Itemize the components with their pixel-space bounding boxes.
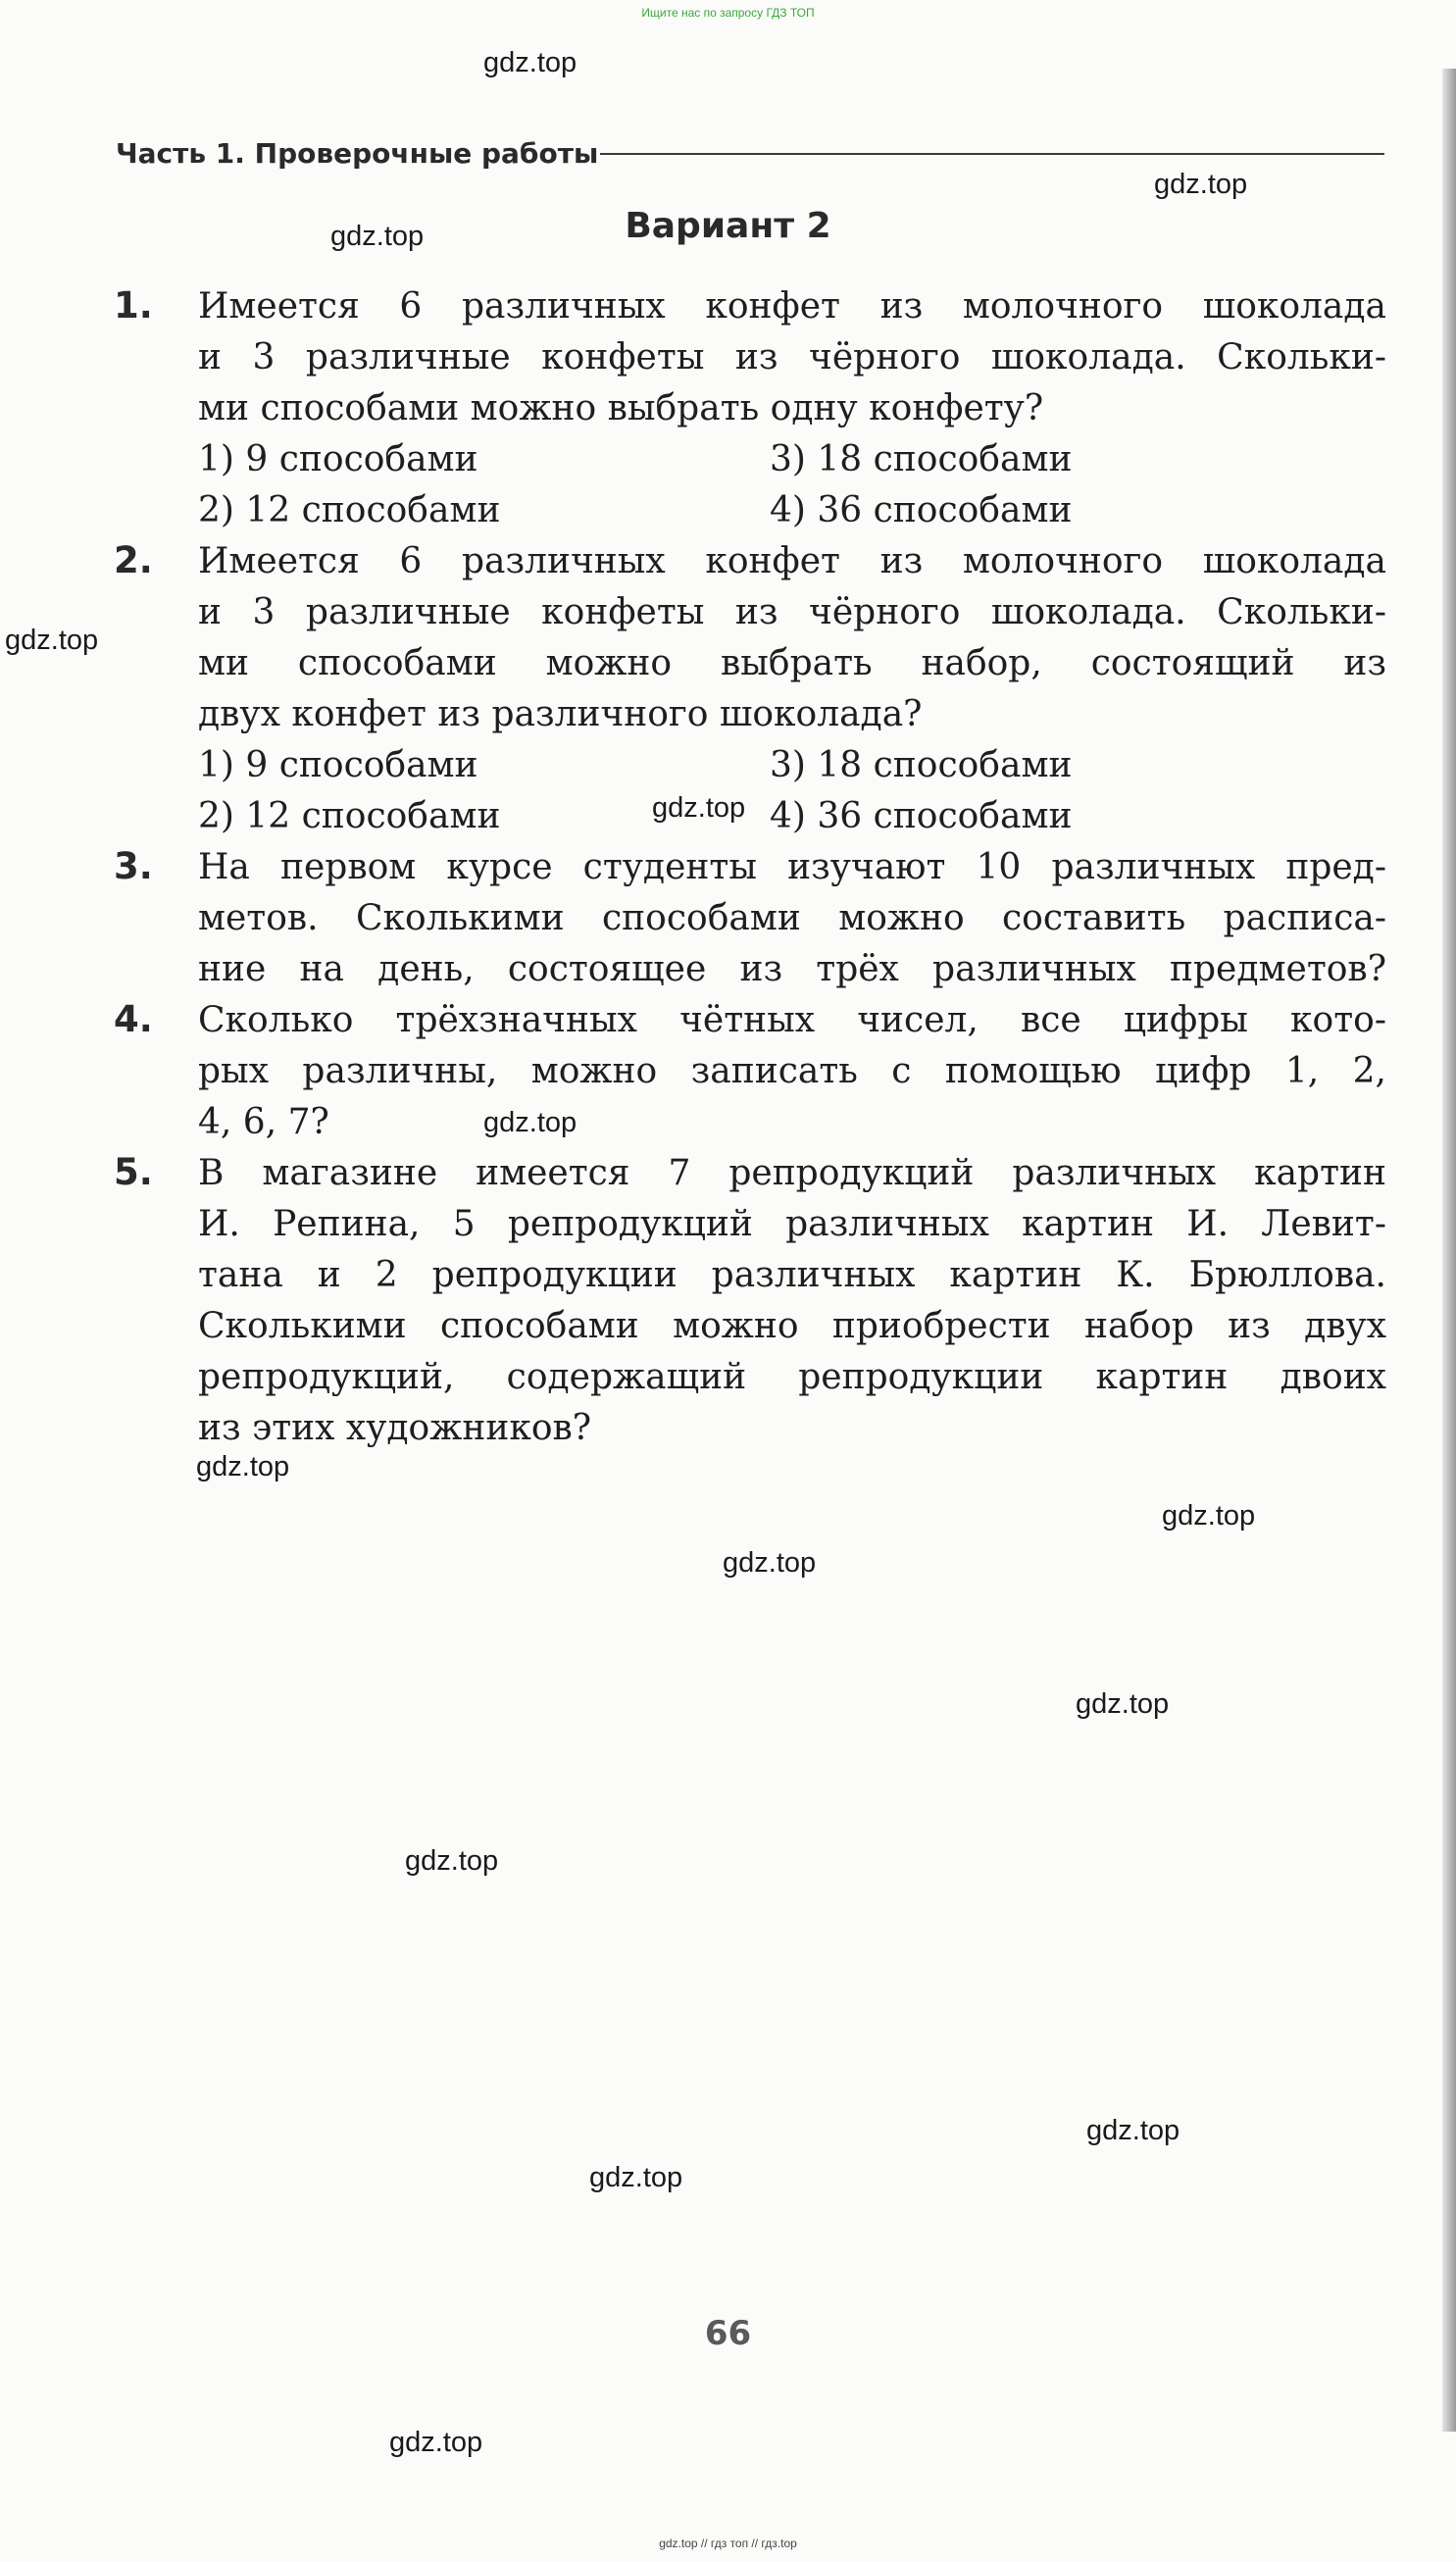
question-number-4: 4. [114, 998, 153, 1040]
question-2-option-3: 3) 18 способами [770, 745, 1073, 785]
question-1-option-3: 3) 18 способами [770, 439, 1073, 479]
watermark: gdz.top [483, 47, 577, 78]
question-5-line-6: из этих художников? [198, 1408, 592, 1448]
question-1-line-1: Имеется 6 различных конфет из молочного шоколада [198, 286, 1386, 327]
running-head: Часть 1. Проверочные работы [116, 137, 599, 170]
question-5-line-3: тана и 2 репродукции различных картин К. Брюллова. [198, 1255, 1386, 1295]
watermark: gdz.top [1076, 1688, 1170, 1720]
question-2-line-2: и 3 различные конфеты из чёрного шоколада. Скольки- [198, 592, 1386, 632]
question-4-line-1: Сколько трёхзначных чётных чисел, все цифры кото- [198, 1000, 1386, 1040]
question-5-line-1: В магазине имеется 7 репродукций различных картин [198, 1153, 1386, 1193]
question-5-line-4: Сколькими способами можно приобрести набор из двух [198, 1306, 1386, 1346]
watermark: gdz.top [196, 1451, 290, 1482]
question-2-line-1: Имеется 6 различных конфет из молочного шоколада [198, 541, 1386, 581]
question-1-line-2: и 3 различные конфеты из чёрного шоколада. Скольки- [198, 337, 1386, 377]
question-number-3: 3. [114, 845, 153, 887]
watermark: gdz.top [330, 221, 425, 252]
watermark: gdz.top [483, 1107, 577, 1138]
question-2-line-3: ми способами можно выбрать набор, состоящий из [198, 643, 1386, 683]
watermark: gdz.top [1154, 169, 1248, 200]
watermark: gdz.top [5, 625, 99, 656]
question-5-line-2: И. Репина, 5 репродукций различных картин И. Левит- [198, 1204, 1386, 1244]
question-2-option-1: 1) 9 способами [198, 745, 478, 785]
watermark: gdz.top [652, 792, 746, 824]
page-edge-shadow [1442, 69, 1456, 2432]
question-3-line-3: ние на день, состоящее из трёх различных предметов? [198, 949, 1386, 989]
question-3-line-1: На первом курсе студенты изучают 10 различных пред- [198, 847, 1386, 887]
page-number: 66 [704, 2314, 752, 2353]
question-1-option-2: 2) 12 способами [198, 490, 501, 530]
question-number-5: 5. [114, 1151, 153, 1193]
question-4-line-3: 4, 6, 7? [198, 1102, 329, 1142]
watermark: gdz.top [1162, 1500, 1256, 1532]
running-head-rule [600, 153, 1384, 155]
watermark: gdz.top [1086, 2115, 1180, 2146]
question-5-line-5: репродукций, содержащий репродукции картин двоих [198, 1357, 1386, 1397]
question-4-line-2: рых различны, можно записать с помощью цифр 1, 2, [198, 1051, 1386, 1091]
question-1-line-3: ми способами можно выбрать одну конфету? [198, 388, 1044, 428]
watermark: gdz.top [389, 2427, 483, 2458]
watermark: gdz.top [723, 1547, 817, 1579]
question-number-2: 2. [114, 539, 153, 581]
variant-title: Вариант 2 [625, 206, 831, 246]
bottom-banner: gdz.top // гдз топ // гдз.top [659, 2537, 797, 2550]
question-1-option-4: 4) 36 способами [770, 490, 1073, 530]
question-2-option-2: 2) 12 способами [198, 796, 501, 836]
watermark: gdz.top [589, 2162, 683, 2193]
question-2-option-4: 4) 36 способами [770, 796, 1073, 836]
question-number-1: 1. [114, 284, 153, 327]
question-3-line-2: метов. Сколькими способами можно составить расписа- [198, 898, 1386, 938]
watermark: gdz.top [405, 1845, 499, 1877]
question-2-line-4: двух конфет из различного шоколада? [198, 694, 923, 734]
question-1-option-1: 1) 9 способами [198, 439, 478, 479]
top-banner: Ищите нас по запросу ГДЗ ТОП [641, 6, 815, 20]
